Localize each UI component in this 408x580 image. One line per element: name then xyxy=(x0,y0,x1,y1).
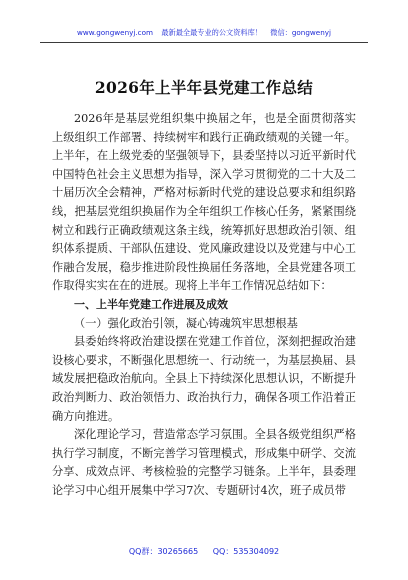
page-header xyxy=(40,28,368,43)
qq-group: QQ群：30265665 xyxy=(128,547,199,556)
document-title: 2026年上半年县党建工作总结 xyxy=(94,78,314,97)
site-link[interactable]: www.gongwenyj.com xyxy=(76,28,154,37)
page-footer xyxy=(0,546,408,557)
body-paragraph: 县委始终将政治建设摆在党建工作首位，深刻把握政治建设核心要求，不断强化思想统一、行动统一，为基层换届、县域发展把稳政治航向。全县上下持续深化思想认识，不断提升政治判断力、政治领悟力、政治执行力，确保各项工作沿着正确方向推进。 xyxy=(52,335,356,423)
section-heading: 一、上半年党建工作进展及成效 xyxy=(74,297,228,311)
qq-contact: QQ：535304092 xyxy=(212,547,280,556)
intro-paragraph: 2026年是基层党组织集中换届之年，也是全面贯彻落实上级组织工作部署、持续树牢和践行正确政绩观的关键一年。上半年，在上级党委的坚强领导下，县委坚持以习近平新时代中国特色社会主义思想为指导，深入学习贯彻党的二十大及二十届历次全会精神，严格对标新时代党的建设总要求和组织路线，把基层党组织换届作为全年组织工作核心任务，紧紧围绕树立和践行正确政绩观这条主线，统筹抓好思想政治引领、组织体系提质、干部队伍建设、党风廉政建设以及党建与中心工作融合发展，稳步推进阶段性换届任务落地，全县党建各项工作取得实实在在的进展。现将上半年工作情况总结如下： xyxy=(52,112,356,293)
header-slogan: 最新最全最专业的公文资料库！ xyxy=(161,28,262,37)
subsection-heading: （一）强化政治引领，凝心铸魂筑牢思想根基 xyxy=(74,316,298,330)
header-wechat: 微信：gongwenyj xyxy=(270,28,332,37)
document-body xyxy=(52,110,356,500)
body-paragraph: 深化理论学习，营造常态学习氛围。全县各级党组织严格执行学习制度，不断完善学习管理模式，形成集中研学、交流分享、成效点评、考核检验的完整学习链条。上半年，县委理论学习中心组开展集中学习7次、专题研讨4次，班子成员带 xyxy=(52,428,356,497)
